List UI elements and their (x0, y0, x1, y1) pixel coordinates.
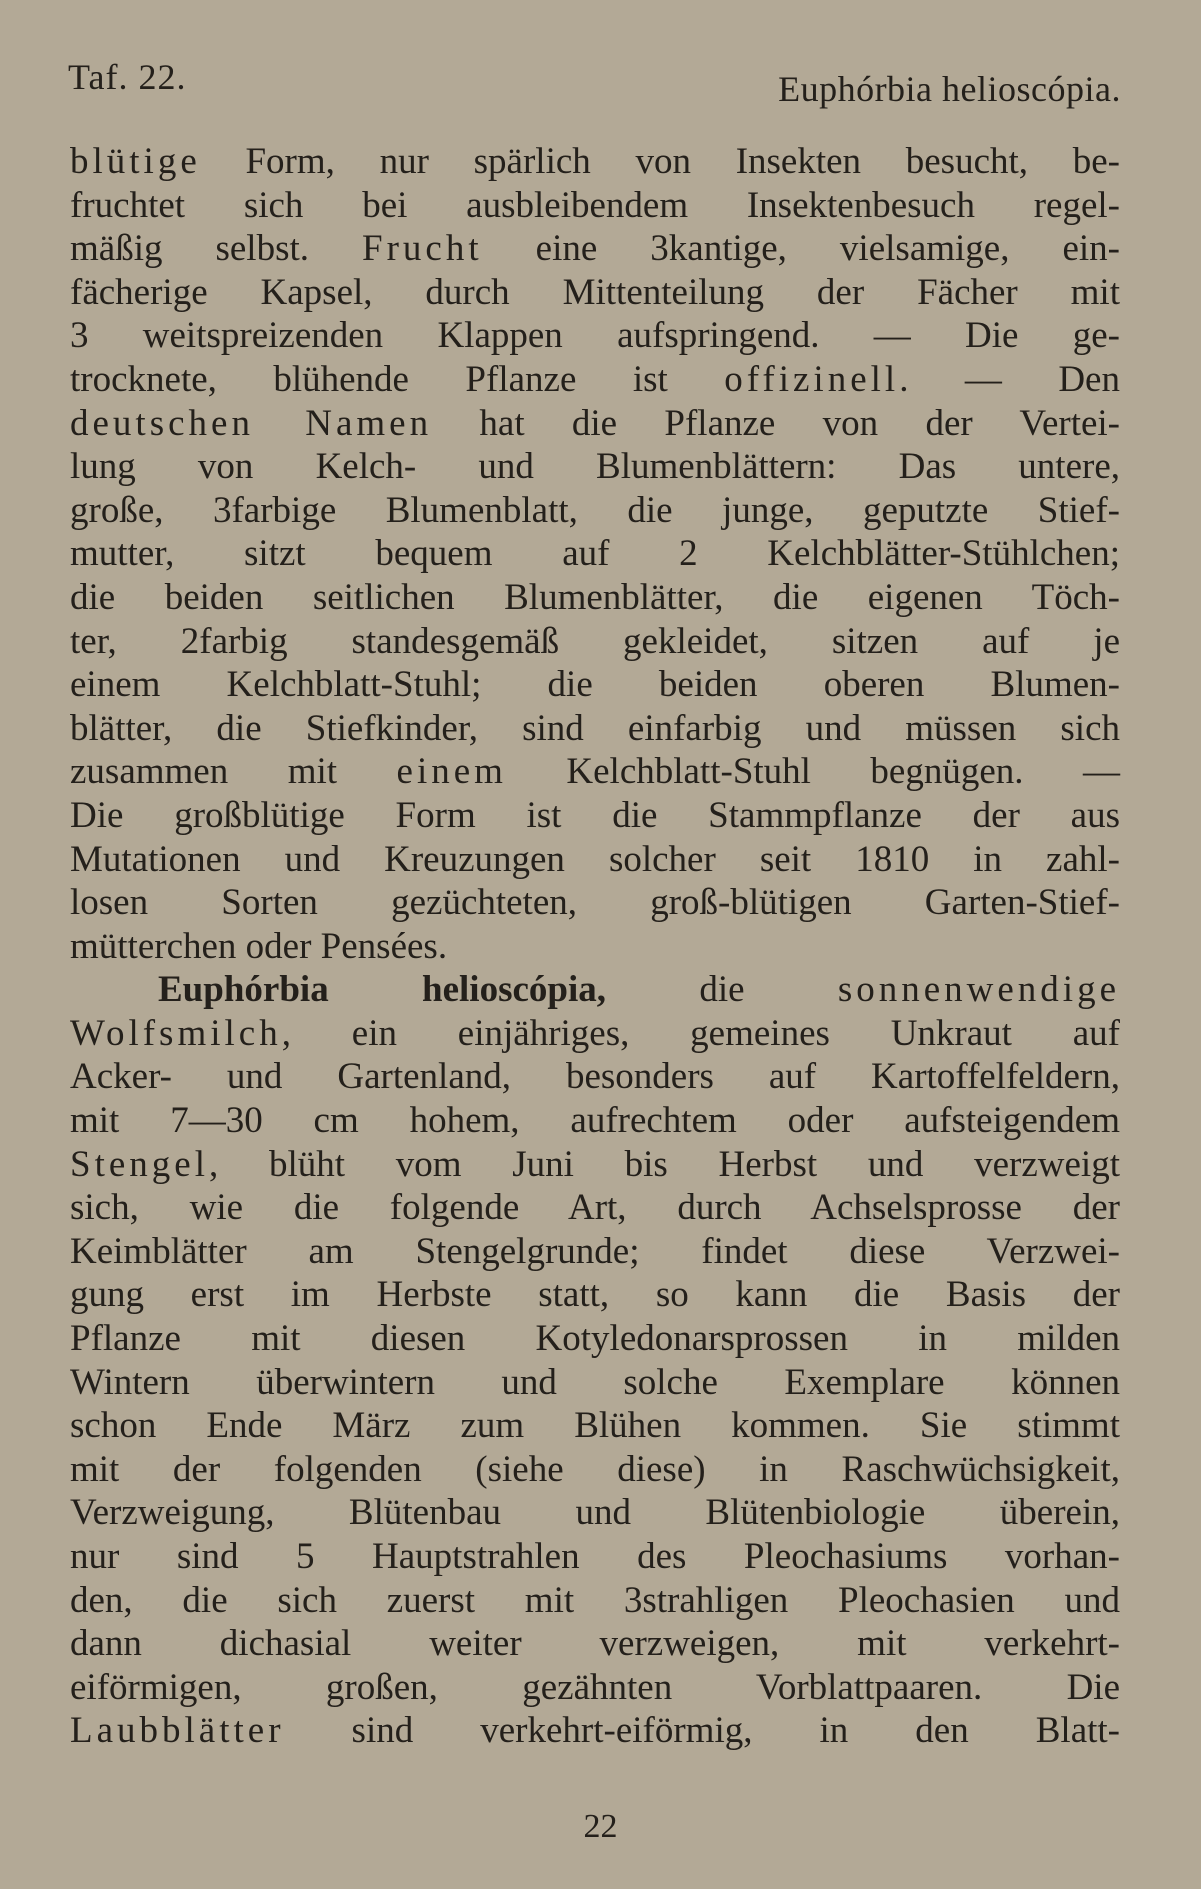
text-segment: sich, wie die folgende Art, durch Achselsprosse der (70, 1187, 1120, 1229)
text-segment: lung von Kelch- und Blumenblättern: Das untere, (70, 446, 1120, 488)
text-line (70, 1579, 1120, 1623)
text-line (70, 184, 1120, 228)
text-segment: fruchtet sich bei ausbleibendem Insektenbesuch regel- (70, 184, 1120, 226)
text-segment: ter, 2farbig standesgemäß gekleidet, sitzen auf je (70, 620, 1120, 662)
text-segment: Acker- und Gartenland, besonders auf Kartoffelfeldern, (70, 1056, 1120, 1098)
text-segment: Form, nur spärlich von Insekten besucht, be- (200, 141, 1120, 182)
plate-number: Taf. 22. (68, 57, 187, 97)
running-title: Euphórbia helioscópia. (778, 69, 1121, 109)
text-segment: mütterchen oder Pensées. (70, 925, 448, 967)
page-number: 22 (583, 1808, 618, 1845)
text-segment: Die großblütige Form ist die Stammpflanze der aus (70, 794, 1120, 836)
text-line (70, 1448, 1120, 1492)
text-line (70, 1491, 1120, 1535)
text-segment: trocknete, blühende Pflanze ist (70, 358, 725, 400)
text-segment: die (606, 969, 838, 1011)
text-segment: losen Sorten gezüchteten, groß-blütigen Garten-Stief- (70, 882, 1120, 924)
text-line (70, 271, 1120, 315)
text-line (70, 1099, 1120, 1143)
text-segment: blütige (70, 141, 201, 182)
text-segment: die beiden seitlichen Blumenblätter, die eigenen Töch- (70, 576, 1120, 618)
text-segment: eine 3kantige, vielsamige, ein- (482, 228, 1120, 270)
text-line (70, 1143, 1120, 1187)
text-segment: Wolfsmilch (70, 1012, 282, 1054)
text-line (70, 968, 1120, 1012)
text-segment: blätter, die Stiefkinder, sind einfarbig und müssen sich (70, 707, 1120, 749)
text-segment: , ein einjähriges, gemeines Unkraut auf (281, 1012, 1120, 1054)
text-segment: schon Ende März zum Blühen kommen. Sie stimmt (70, 1405, 1120, 1447)
text-line (70, 489, 1120, 533)
text-segment: dann dichasial weiter verzweigen, mit verkehrt- (70, 1623, 1120, 1665)
text-line (70, 1666, 1120, 1710)
text-line (70, 663, 1120, 707)
text-segment: 3 weitspreizenden Klappen aufspringend. — Die ge- (70, 315, 1120, 357)
text-segment: Wintern überwintern und solche Exemplare können (70, 1361, 1120, 1403)
text-line (70, 1361, 1120, 1405)
text-segment: deutschen Namen (70, 402, 433, 444)
text-segment: mutter, sitzt bequem auf 2 Kelchblätter-Stühlchen; (70, 533, 1120, 575)
text-line (70, 1273, 1120, 1317)
text-line (70, 881, 1120, 925)
text-segment: eiförmigen, großen, gezähnten Vorblattpaaren. Die (70, 1666, 1120, 1708)
text-segment: hat die Pflanze von der Vertei- (432, 402, 1120, 444)
text-segment: Stengel (70, 1143, 209, 1185)
text-line (70, 707, 1120, 751)
text-line (70, 1230, 1120, 1274)
text-segment: mäßig selbst. (70, 228, 363, 270)
text-segment: den, die sich zuerst mit 3strahligen Pleochasien und (70, 1579, 1120, 1621)
text-line (70, 227, 1120, 271)
text-line (70, 1317, 1120, 1361)
text-line (70, 445, 1120, 489)
text-line (70, 402, 1120, 446)
text-segment: zusammen mit (70, 751, 397, 793)
text-segment: Frucht (362, 228, 483, 270)
text-line (70, 620, 1120, 664)
text-segment: offizinell (724, 358, 900, 400)
text-line (70, 140, 1120, 184)
text-line (70, 1055, 1120, 1099)
text-segment: nur sind 5 Hauptstrahlen des Pleochasiums vorhan- (70, 1536, 1120, 1577)
species-name: Euphórbia helioscópia, (158, 969, 606, 1011)
text-segment: . — Den (899, 358, 1120, 400)
text-segment: große, 3farbige Blumenblatt, die junge, geputzte Stief- (70, 489, 1120, 531)
body-text (70, 140, 1120, 1753)
text-line (70, 1012, 1120, 1056)
text-line (70, 576, 1120, 620)
text-line (70, 750, 1120, 794)
text-line (70, 794, 1120, 838)
text-line (70, 1622, 1120, 1666)
text-segment: Kelchblatt-Stuhl begnügen. — (506, 751, 1120, 793)
text-line (70, 532, 1120, 576)
text-segment: Mutationen und Kreuzungen solcher seit 1810 in zahl- (70, 838, 1120, 880)
text-segment: gung erst im Herbste statt, so kann die Basis der (70, 1274, 1120, 1316)
text-segment: sind verkehrt-eiförmig, in den Blatt- (284, 1710, 1120, 1752)
text-segment: mit der folgenden (siehe diese) in Raschwüchsigkeit, (70, 1448, 1120, 1490)
text-line (70, 838, 1120, 882)
text-segment: Keimblätter am Stengelgrunde; findet diese Verzwei- (70, 1230, 1120, 1272)
text-line (70, 1535, 1120, 1579)
text-line (70, 314, 1120, 358)
text-line (70, 1404, 1120, 1448)
text-line (70, 925, 1120, 969)
text-line (70, 1709, 1120, 1753)
text-segment: einem (396, 751, 507, 793)
text-segment: mit 7—30 cm hohem, aufrechtem oder aufsteigendem (70, 1100, 1120, 1142)
text-segment: Laubblätter (70, 1710, 285, 1752)
text-line (70, 1186, 1120, 1230)
text-segment: Verzweigung, Blütenbau und Blütenbiologie überein, (70, 1492, 1120, 1534)
text-segment: einem Kelchblatt-Stuhl; die beiden oberen Blumen- (70, 664, 1120, 706)
text-segment: , blüht vom Juni bis Herbst und verzweigt (208, 1143, 1120, 1185)
text-segment: fächerige Kapsel, durch Mittenteilung der Fächer mit (70, 271, 1120, 313)
text-segment: sonnenwendige (837, 969, 1120, 1011)
text-line (70, 358, 1120, 402)
text-segment: Pflanze mit diesen Kotyledonarsprossen in milden (70, 1318, 1120, 1360)
